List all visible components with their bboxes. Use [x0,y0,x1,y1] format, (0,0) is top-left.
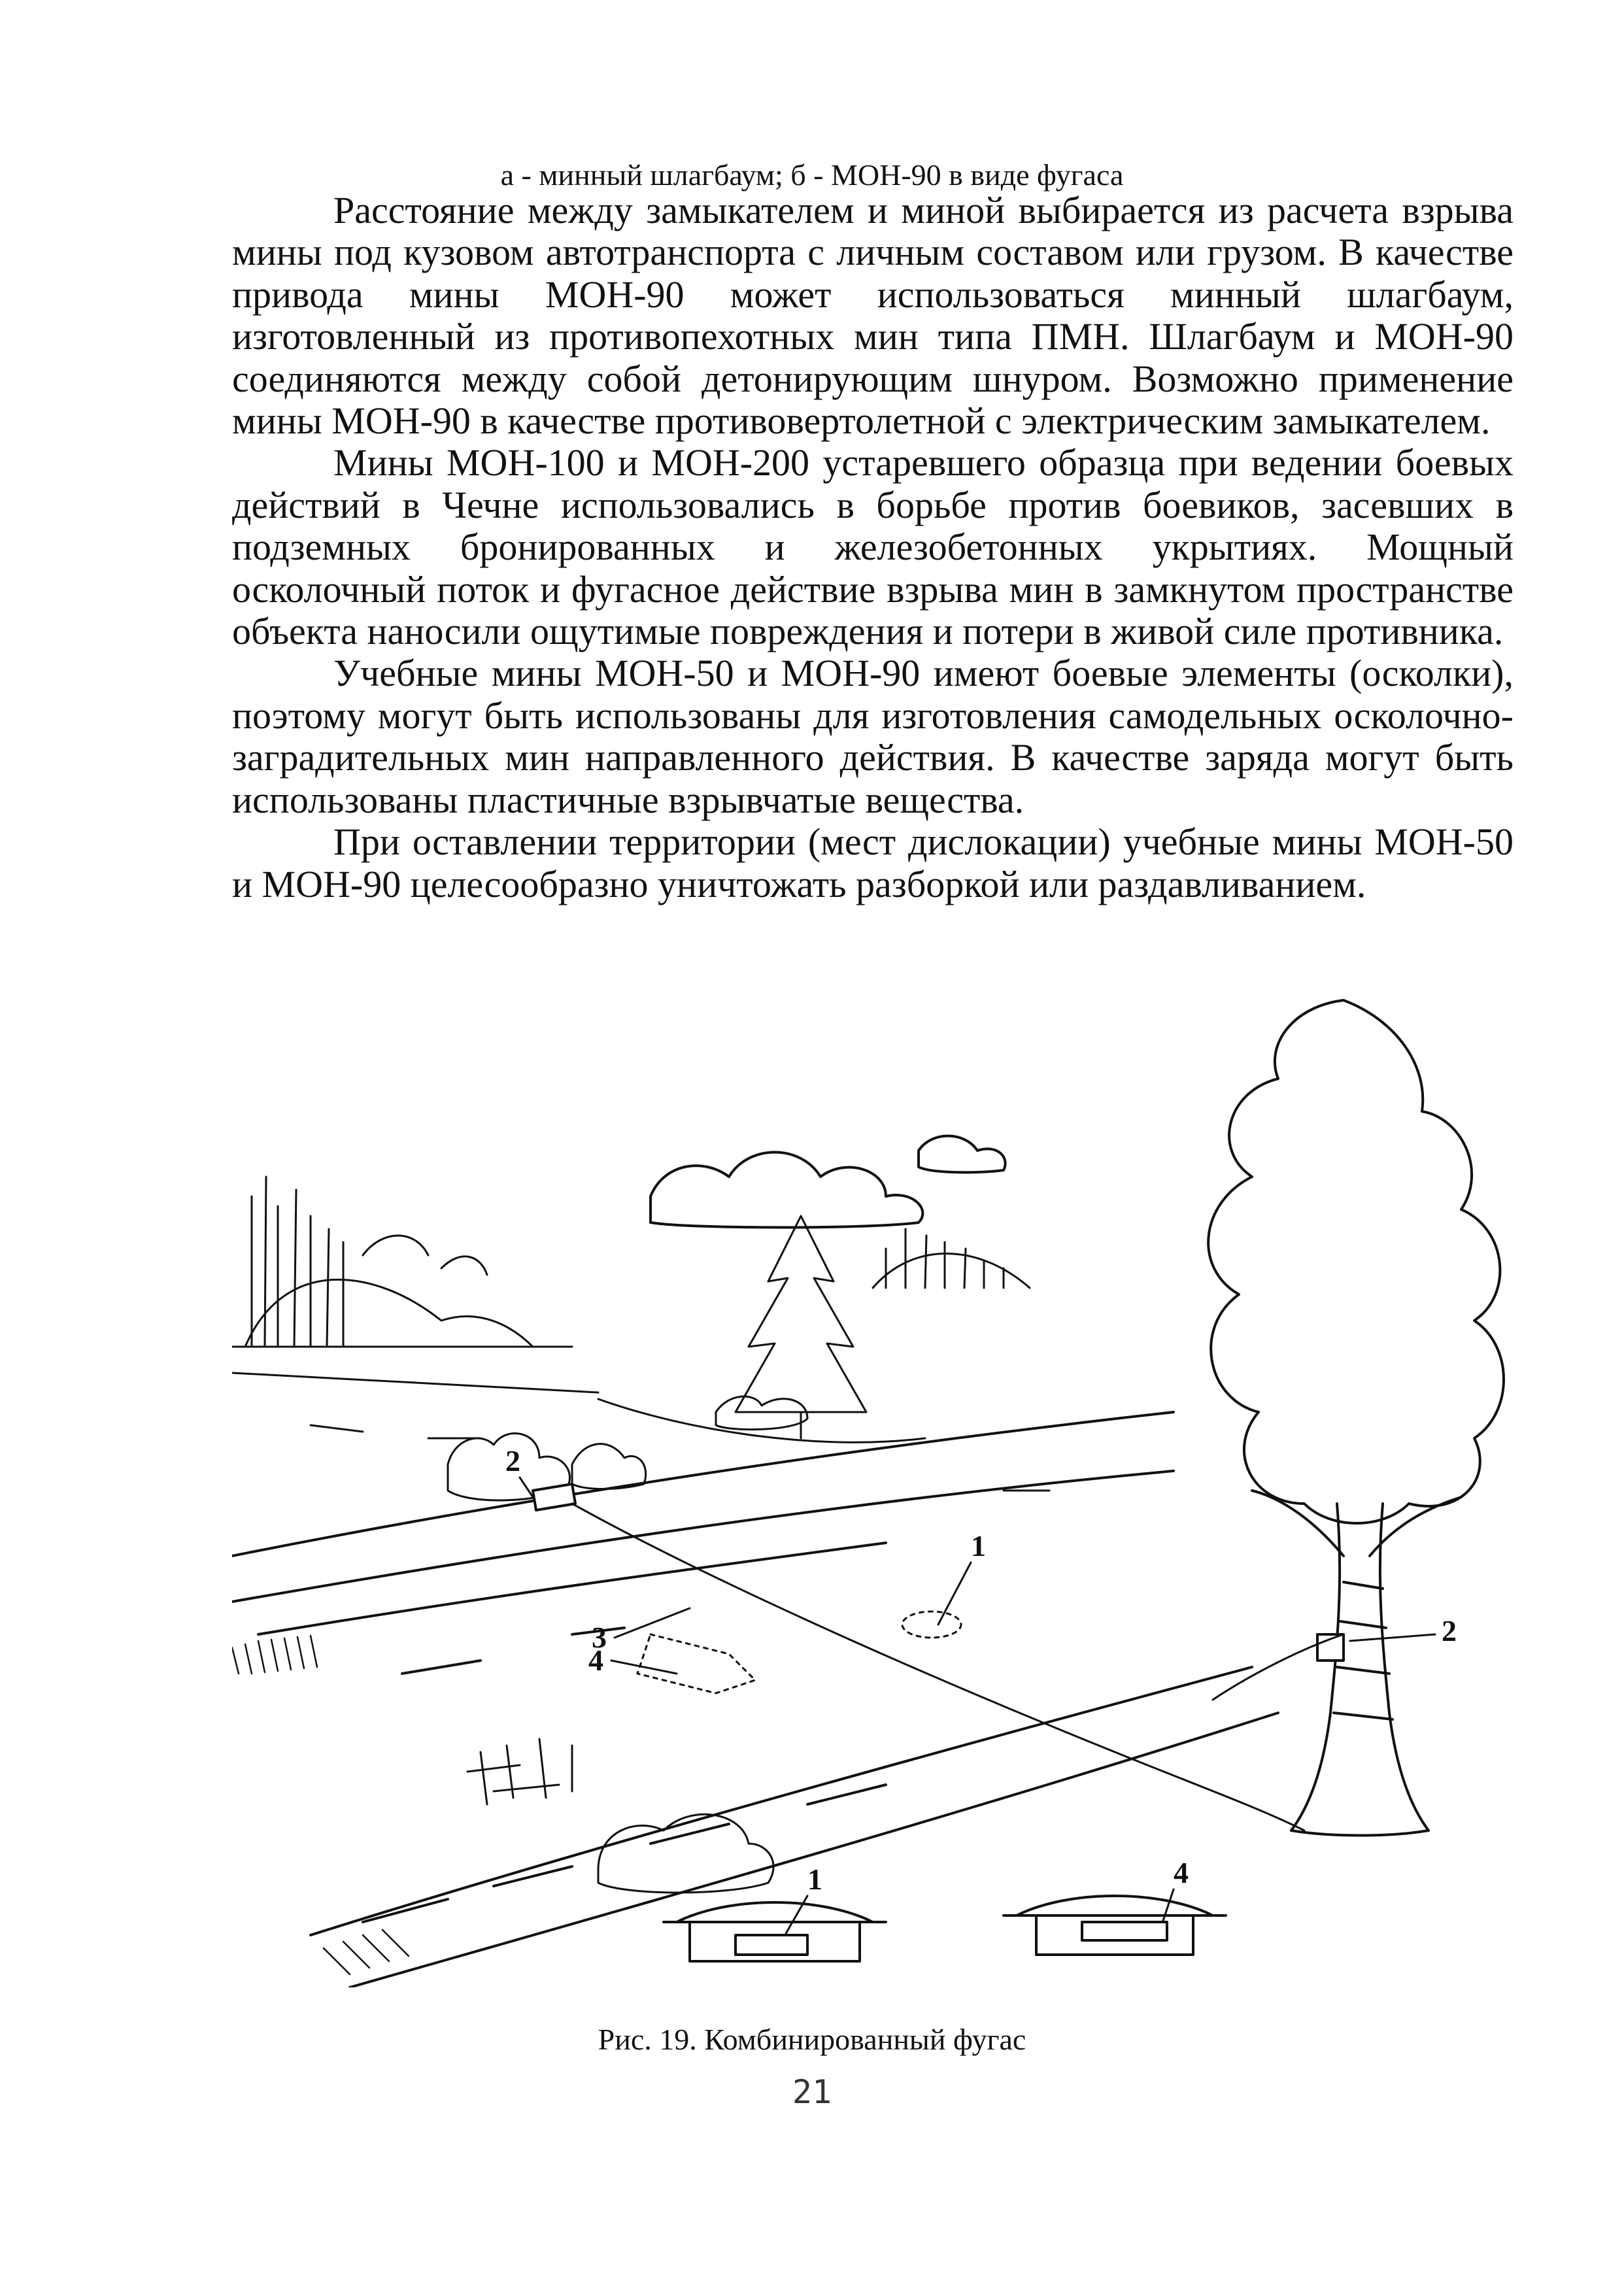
label-charge-center: 1 [971,1529,986,1562]
label-wire: 3 [592,1621,607,1654]
detonating-cord [572,1504,1344,1830]
page-number: 21 [792,2073,832,2111]
paragraph-2: Мины МОН-100 и МОН-200 устаревшего образца при ведении боевых действий в Чечне использовались в борьбе против боевиков, засевших в подземных бронированных и железобетонных укрытиях. Мощный осколочный поток и фугасное действие взрыва мин в замкнутом пространстве объекта наносили ощутимые повреждения и потери в живой силе противника. [232,441,1514,653]
body-text [232,190,1514,905]
cross-section-right [1004,1896,1226,1955]
road [232,1412,1278,1987]
clouds-drawing [651,1136,1006,1228]
far-treeline-left [232,1177,572,1347]
label-mine-left: 2 [505,1444,520,1477]
foreground-bush [467,1739,773,1893]
paragraph-3: Учебные мины МОН-50 и МОН-90 имеют боевые элементы (осколки), поэтому могут быть использованы для изготовления самодельных осколочно-заградительных мин направленного действия. В качестве заряда могут быть использованы пластичные взрывчатые вещества. [232,652,1514,821]
label-charge-left: 4 [588,1644,603,1677]
far-treeline-right [873,1229,1030,1288]
label-mine-tree: 2 [1442,1614,1457,1647]
figure-subcaption: а - минный шлагбаум; б - МОН-90 в виде фугаса [500,158,1124,192]
buried-charge-center [902,1611,961,1638]
label-section-left: 1 [807,1863,822,1896]
figure-illustration [232,981,1514,1987]
paragraph-1: Расстояние между замыкателем и миной выбирается из расчета взрыва мины под кузовом автотранспорта с личным составом или грузом. В качестве привода мины МОН-90 может использоваться минный шлагбаум, изготовленный из противопехотных мин типа ПМН. Шлагбаум и МОН-90 соединяются между собой детонирующим шнуром. Возможно применение мины МОН-90 в качестве противовертолетной с электрическим замыкателем. [232,189,1514,443]
figure-caption: Рис. 19. Комбинированный фугас [598,2023,1026,2056]
field-lines [232,1373,1049,1491]
road-hatching [232,1636,409,1974]
cross-section-left [664,1902,886,1961]
figure-combined-landmine [232,981,1514,1987]
mine-device-left [533,1484,575,1510]
buried-charge-left [637,1634,755,1693]
label-section-right: 4 [1174,1856,1189,1889]
paragraph-4: При оставлении территории (мест дислокации) учебные мины МОН-50 и МОН-90 целесообразно уничтожать разборкой или раздавливанием. [232,820,1514,905]
large-tree [1208,1000,1504,1836]
